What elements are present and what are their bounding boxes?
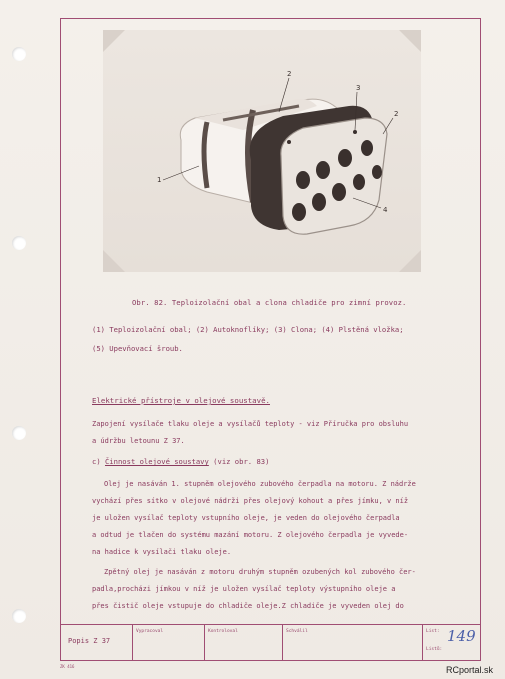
schvalil-cell (282, 625, 422, 661)
radiator-cover-illustration (103, 30, 421, 272)
figure-legend-line: (1) Teploizolační obal; (2) Autoknoflíky; (3) Clona; (4) Plstěná vložka; (92, 325, 404, 334)
paragraph-line: na hadice k vysílači tlaku oleje. (92, 548, 232, 556)
figure-label: 2 (394, 110, 399, 118)
kontroloval-label: Kontroloval (208, 629, 238, 634)
listu-label: Listů: (426, 647, 443, 652)
paragraph-line: Olej je nasáván 1. stupněm olejového zubového čerpadla na motoru. Z nádrže (104, 480, 416, 488)
page-number: 149 (447, 627, 476, 645)
watermark: RCportal.sk (445, 665, 493, 675)
title-block (60, 624, 481, 661)
paragraph-line: Zpětný olej je nasáván z motoru druhým stupněm ozubených kol zubového čer- (104, 568, 416, 576)
form-code: ZK 416 (60, 664, 75, 669)
paragraph-line: přes čistič oleje vstupuje do chladiče oleje.Z chladiče je vyveden olej do (92, 602, 404, 610)
figure-label: 1 (157, 176, 162, 184)
schvalil-label: Schválil (286, 629, 308, 634)
punch-hole (12, 426, 26, 440)
section-heading: Elektrické přístroje v olejové soustavě. (92, 396, 270, 405)
kontroloval-cell (204, 625, 282, 661)
subsection-suffix: (viz obr. 83) (213, 457, 270, 466)
punch-hole (12, 236, 26, 250)
paragraph-line: je uložen vysílač teploty vstupního oleje, je veden do olejového čerpadla (92, 514, 400, 522)
intro-line: a údržbu letounu Z 37. (92, 437, 185, 445)
vypracoval-cell (132, 625, 204, 661)
paragraph-line: a odtud je tlačen do systému mazání motoru. Z olejového čerpadla je vyvede- (92, 531, 409, 539)
subsection-prefix: c) (92, 457, 101, 466)
figure-label: 2 (287, 70, 292, 78)
paragraph-line: padla,procházi jímkou v níž je uložen vysílač teploty výstupního oleje a (92, 585, 396, 593)
figure-legend-line: (5) Upevňovací šroub. (92, 344, 183, 353)
subsection-heading (92, 457, 269, 466)
figure-label: 3 (356, 84, 361, 92)
punch-hole (12, 47, 26, 61)
figure-photo (103, 30, 421, 272)
figure-label: 4 (383, 206, 388, 214)
figure-caption: Obr. 82. Teploizolační obal a clona chladiče pro zimní provoz. (132, 298, 407, 307)
punch-hole (12, 609, 26, 623)
vypracoval-label: Vypracoval (136, 629, 164, 634)
subsection-title: Činnost olejové soustavy (104, 457, 209, 466)
doc-title: Popis Z 37 (68, 637, 111, 645)
list-label: List: (426, 629, 440, 634)
paragraph-line: vychází přes sítko v olejové nádrži přes olejový kohout a přes jímku, v níž (92, 497, 409, 505)
intro-line: Zapojení vysílače tlaku oleje a vysílačů teploty - viz Příručka pro obsluhu (92, 420, 409, 428)
